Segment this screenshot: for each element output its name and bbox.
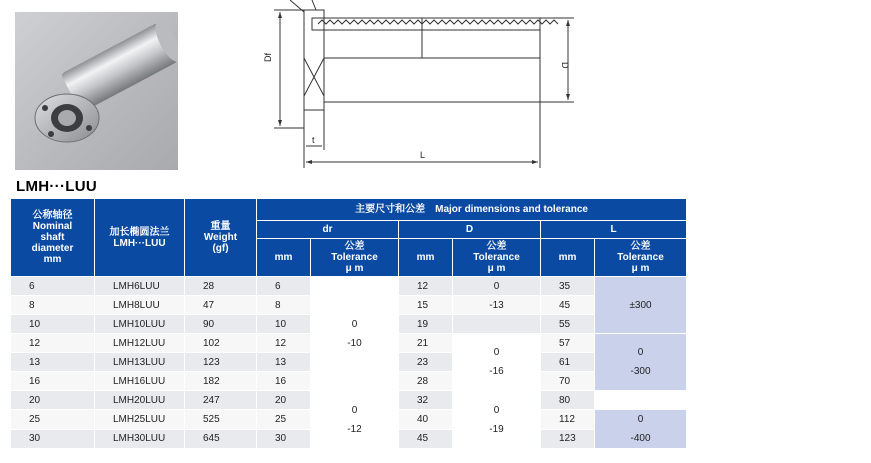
cell-shaft: 16: [11, 372, 95, 391]
header-nominal: 公称轴径 Nominal shaft diameter mm: [11, 199, 95, 277]
cell-D: 19: [399, 315, 453, 334]
cell-shaft: 13: [11, 353, 95, 372]
header-L-tol: 公差 Tolerance μ m: [595, 239, 687, 277]
cell-shaft: 6: [11, 277, 95, 296]
header-L-mm: mm: [541, 239, 595, 277]
technical-drawing: [262, 0, 592, 170]
header-dr: dr: [257, 221, 399, 239]
cell-model: LMH10LUU: [95, 315, 185, 334]
cell-shaft: 25: [11, 410, 95, 430]
product-title: LMH···LUU: [16, 178, 98, 195]
cell-L: 57: [541, 334, 595, 353]
header-weight: 重量 Weight (gf): [185, 199, 257, 277]
tol-L-blank: [595, 391, 687, 410]
table-row: [11, 277, 687, 296]
cell-D: 32: [399, 391, 453, 410]
cell-shaft: 8: [11, 296, 95, 315]
cell-L: 80: [541, 391, 595, 410]
cell-weight: 247: [185, 391, 257, 410]
dim-d-label: D: [560, 62, 570, 69]
cell-weight: 645: [185, 429, 257, 449]
cell-D: 28: [399, 372, 453, 391]
tol-D-a: 0: [453, 277, 541, 296]
tol-D-blank: [453, 315, 541, 334]
cell-L: 45: [541, 296, 595, 315]
tol-L-c: 0 -400: [595, 410, 687, 449]
cell-D: 21: [399, 334, 453, 353]
cell-dr: 20: [257, 391, 311, 410]
header-dr-mm: mm: [257, 239, 311, 277]
tol-dr-a: 0 -10: [311, 277, 399, 391]
cell-model: LMH6LUU: [95, 277, 185, 296]
cell-weight: 182: [185, 372, 257, 391]
dim-df-label: Df: [263, 53, 273, 62]
cell-dr: 6: [257, 277, 311, 296]
cell-D: 12: [399, 277, 453, 296]
cell-dr: 30: [257, 429, 311, 449]
cell-dr: 10: [257, 315, 311, 334]
header-D: D: [399, 221, 541, 239]
cell-dr: 25: [257, 410, 311, 430]
cell-model: LMH13LUU: [95, 353, 185, 372]
cell-model: LMH25LUU: [95, 410, 185, 430]
cell-L: 61: [541, 353, 595, 372]
cell-weight: 123: [185, 353, 257, 372]
cell-weight: 90: [185, 315, 257, 334]
tol-D-c: 0 -16: [453, 334, 541, 391]
cell-model: LMH12LUU: [95, 334, 185, 353]
cell-L: 112: [541, 410, 595, 430]
cell-model: LMH20LUU: [95, 391, 185, 410]
cell-model: LMH16LUU: [95, 372, 185, 391]
cell-shaft: 20: [11, 391, 95, 410]
linear-bearing-image: [15, 12, 178, 170]
cell-dr: 16: [257, 372, 311, 391]
cell-model: LMH30LUU: [95, 429, 185, 449]
tol-L-a: ±300: [595, 277, 687, 334]
dimension-drawing: [262, 0, 592, 170]
cell-weight: 47: [185, 296, 257, 315]
header-model: 加长椭圆法兰 LMH···LUU: [95, 199, 185, 277]
header-D-tol: 公差 Tolerance μ m: [453, 239, 541, 277]
cell-D: 40: [399, 410, 453, 430]
header-dr-tol: 公差 Tolerance μ m: [311, 239, 399, 277]
cell-shaft: 12: [11, 334, 95, 353]
cell-shaft: 10: [11, 315, 95, 334]
header-major: 主要尺寸和公差 Major dimensions and tolerance: [257, 199, 687, 221]
tol-dr-b: 0 -12: [311, 391, 399, 449]
cell-weight: 525: [185, 410, 257, 430]
header-D-mm: mm: [399, 239, 453, 277]
tol-L-b: 0 -300: [595, 334, 687, 391]
cell-D: 23: [399, 353, 453, 372]
cell-dr: 13: [257, 353, 311, 372]
dimension-table: [10, 198, 687, 449]
cell-weight: 28: [185, 277, 257, 296]
header-L: L: [541, 221, 687, 239]
cell-L: 70: [541, 372, 595, 391]
cell-L: 35: [541, 277, 595, 296]
tol-D-b: -13: [453, 296, 541, 315]
table-row: [11, 391, 687, 410]
cell-L: 55: [541, 315, 595, 334]
cell-D: 15: [399, 296, 453, 315]
cell-model: LMH8LUU: [95, 296, 185, 315]
cell-weight: 102: [185, 334, 257, 353]
dim-l-label: L: [420, 150, 426, 160]
product-photo: [15, 12, 178, 170]
cell-D: 45: [399, 429, 453, 449]
cell-dr: 12: [257, 334, 311, 353]
cell-shaft: 30: [11, 429, 95, 449]
cell-L: 123: [541, 429, 595, 449]
tol-D-d: 0 -19: [453, 391, 541, 449]
dim-t-label: t: [312, 135, 315, 145]
cell-dr: 8: [257, 296, 311, 315]
